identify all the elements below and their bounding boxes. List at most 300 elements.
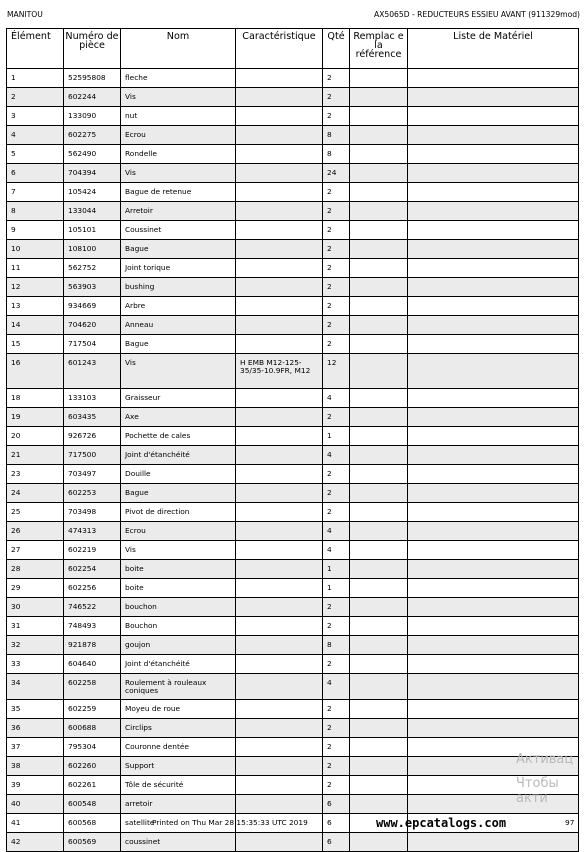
col-header-characteristic: Caractéristique <box>236 29 323 69</box>
part-number-cell: 703497 <box>64 465 121 484</box>
material-list-cell <box>408 221 579 240</box>
replacement-cell <box>350 757 408 776</box>
table-row <box>7 579 579 598</box>
qty-cell: 8 <box>323 126 350 145</box>
element-cell: 4 <box>7 126 64 145</box>
part-number-cell: 704620 <box>64 316 121 335</box>
part-number-cell: 795304 <box>64 738 121 757</box>
name-cell: Arbre <box>121 297 236 316</box>
element-cell: 21 <box>7 446 64 465</box>
col-header-element: Élément <box>7 29 64 69</box>
qty-cell: 6 <box>323 795 350 814</box>
name-cell: boite <box>121 579 236 598</box>
col-header-qty: Qté <box>323 29 350 69</box>
part-number-cell: 600688 <box>64 719 121 738</box>
qty-cell: 2 <box>323 617 350 636</box>
table-row <box>7 221 579 240</box>
material-list-cell <box>408 354 579 389</box>
qty-cell: 6 <box>323 814 350 833</box>
characteristic-cell <box>236 465 323 484</box>
characteristic-cell <box>236 164 323 183</box>
part-number-cell: 105101 <box>64 221 121 240</box>
replacement-cell <box>350 126 408 145</box>
name-cell: Ecrou <box>121 522 236 541</box>
material-list-cell <box>408 126 579 145</box>
replacement-cell <box>350 164 408 183</box>
characteristic-cell <box>236 297 323 316</box>
part-number-cell: 748493 <box>64 617 121 636</box>
table-row <box>7 107 579 126</box>
table-row <box>7 408 579 427</box>
qty-cell: 4 <box>323 674 350 700</box>
material-list-cell <box>408 107 579 126</box>
footer-site-url: www.epcatalogs.com <box>376 816 507 830</box>
qty-cell: 2 <box>323 738 350 757</box>
name-cell: goujon <box>121 636 236 655</box>
material-list-cell <box>408 465 579 484</box>
material-list-cell <box>408 503 579 522</box>
activation-watermark-line2: Чтобы акти <box>516 776 559 806</box>
element-cell: 33 <box>7 655 64 674</box>
replacement-cell <box>350 674 408 700</box>
qty-cell: 2 <box>323 408 350 427</box>
element-cell: 27 <box>7 541 64 560</box>
name-cell: Roulement à rouleaux coniques <box>121 674 236 700</box>
part-number-cell: 602256 <box>64 579 121 598</box>
replacement-cell <box>350 738 408 757</box>
name-cell: Vis <box>121 88 236 107</box>
col-header-part-number: Numéro de pièce <box>64 29 121 69</box>
part-number-cell: 703498 <box>64 503 121 522</box>
material-list-cell <box>408 427 579 446</box>
characteristic-cell <box>236 579 323 598</box>
table-row <box>7 389 579 408</box>
replacement-cell <box>350 484 408 503</box>
replacement-cell <box>350 427 408 446</box>
table-row <box>7 278 579 297</box>
characteristic-cell <box>236 389 323 408</box>
table-row <box>7 126 579 145</box>
element-cell: 26 <box>7 522 64 541</box>
characteristic-cell <box>236 560 323 579</box>
characteristic-cell <box>236 446 323 465</box>
material-list-cell <box>408 202 579 221</box>
table-row <box>7 69 579 88</box>
name-cell: nut <box>121 107 236 126</box>
name-cell: Circlips <box>121 719 236 738</box>
table-row <box>7 183 579 202</box>
characteristic-cell <box>236 221 323 240</box>
material-list-cell <box>408 700 579 719</box>
replacement-cell <box>350 145 408 164</box>
table-row <box>7 636 579 655</box>
part-number-cell: 133090 <box>64 107 121 126</box>
replacement-cell <box>350 389 408 408</box>
name-cell: Ecrou <box>121 126 236 145</box>
element-cell: 7 <box>7 183 64 202</box>
element-cell: 15 <box>7 335 64 354</box>
qty-cell: 2 <box>323 183 350 202</box>
characteristic-cell <box>236 107 323 126</box>
replacement-cell <box>350 69 408 88</box>
element-cell: 13 <box>7 297 64 316</box>
material-list-cell <box>408 408 579 427</box>
table-row <box>7 446 579 465</box>
part-number-cell: 717500 <box>64 446 121 465</box>
replacement-cell <box>350 408 408 427</box>
characteristic-cell <box>236 259 323 278</box>
element-cell: 35 <box>7 700 64 719</box>
replacement-cell <box>350 776 408 795</box>
replacement-cell <box>350 354 408 389</box>
material-list-cell <box>408 278 579 297</box>
name-cell: Bague <box>121 484 236 503</box>
replacement-cell <box>350 598 408 617</box>
element-cell: 24 <box>7 484 64 503</box>
characteristic-cell <box>236 335 323 354</box>
part-number-cell: 602275 <box>64 126 121 145</box>
name-cell: Coussinet <box>121 221 236 240</box>
material-list-cell <box>408 297 579 316</box>
element-cell: 42 <box>7 833 64 852</box>
characteristic-cell <box>236 795 323 814</box>
material-list-cell <box>408 598 579 617</box>
qty-cell: 2 <box>323 202 350 221</box>
characteristic-cell <box>236 240 323 259</box>
characteristic-cell <box>236 126 323 145</box>
replacement-cell <box>350 560 408 579</box>
characteristic-cell <box>236 145 323 164</box>
material-list-cell <box>408 833 579 852</box>
table-row <box>7 164 579 183</box>
qty-cell: 4 <box>323 446 350 465</box>
table-row <box>7 617 579 636</box>
replacement-cell <box>350 503 408 522</box>
qty-cell: 2 <box>323 484 350 503</box>
characteristic-cell <box>236 700 323 719</box>
name-cell: Douille <box>121 465 236 484</box>
element-cell: 30 <box>7 598 64 617</box>
table-row <box>7 202 579 221</box>
name-cell: satellite <box>121 814 236 833</box>
table-row <box>7 795 579 814</box>
table-row <box>7 674 579 700</box>
part-number-cell: 602259 <box>64 700 121 719</box>
element-cell: 2 <box>7 88 64 107</box>
col-header-name: Nom <box>121 29 236 69</box>
characteristic-cell <box>236 408 323 427</box>
name-cell: Bouchon <box>121 617 236 636</box>
characteristic-cell <box>236 316 323 335</box>
element-cell: 14 <box>7 316 64 335</box>
name-cell: bushing <box>121 278 236 297</box>
qty-cell: 2 <box>323 278 350 297</box>
table-row <box>7 738 579 757</box>
name-cell: Pivot de direction <box>121 503 236 522</box>
replacement-cell <box>350 522 408 541</box>
name-cell: Arretoir <box>121 202 236 221</box>
table-row <box>7 88 579 107</box>
qty-cell: 4 <box>323 389 350 408</box>
element-cell: 25 <box>7 503 64 522</box>
characteristic-cell <box>236 757 323 776</box>
table-row <box>7 465 579 484</box>
characteristic-cell <box>236 636 323 655</box>
name-cell: Tôle de sécurité <box>121 776 236 795</box>
brand-name: MANITOU <box>7 10 43 19</box>
element-cell: 16 <box>7 354 64 389</box>
qty-cell: 2 <box>323 757 350 776</box>
table-header-row <box>7 29 579 69</box>
characteristic-cell <box>236 674 323 700</box>
characteristic-cell <box>236 522 323 541</box>
name-cell: Vis <box>121 354 236 389</box>
replacement-cell <box>350 240 408 259</box>
qty-cell: 2 <box>323 259 350 278</box>
material-list-cell <box>408 240 579 259</box>
replacement-cell <box>350 107 408 126</box>
element-cell: 11 <box>7 259 64 278</box>
name-cell: Couronne dentée <box>121 738 236 757</box>
characteristic-cell <box>236 183 323 202</box>
replacement-cell <box>350 316 408 335</box>
element-cell: 20 <box>7 427 64 446</box>
part-number-cell: 601243 <box>64 354 121 389</box>
element-cell: 18 <box>7 389 64 408</box>
part-number-cell: 602260 <box>64 757 121 776</box>
part-number-cell: 562490 <box>64 145 121 164</box>
qty-cell: 2 <box>323 655 350 674</box>
part-number-cell: 562752 <box>64 259 121 278</box>
name-cell: bouchon <box>121 598 236 617</box>
table-row <box>7 316 579 335</box>
table-row <box>7 503 579 522</box>
element-cell: 6 <box>7 164 64 183</box>
table-row <box>7 427 579 446</box>
material-list-cell <box>408 164 579 183</box>
table-row <box>7 700 579 719</box>
element-cell: 36 <box>7 719 64 738</box>
name-cell: Graisseur <box>121 389 236 408</box>
col-header-replacement: Remplac e la référence <box>350 29 408 69</box>
table-row <box>7 598 579 617</box>
qty-cell: 1 <box>323 427 350 446</box>
table-row <box>7 833 579 852</box>
name-cell: Bague <box>121 240 236 259</box>
replacement-cell <box>350 719 408 738</box>
part-number-cell: 600548 <box>64 795 121 814</box>
characteristic-cell: H EMB M12-125-35/35-10.9FR, M12 <box>236 354 323 389</box>
part-number-cell: 600568 <box>64 814 121 833</box>
characteristic-cell <box>236 484 323 503</box>
name-cell: Axe <box>121 408 236 427</box>
replacement-cell <box>350 617 408 636</box>
name-cell: fleche <box>121 69 236 88</box>
parts-table <box>6 28 579 852</box>
element-cell: 32 <box>7 636 64 655</box>
element-cell: 5 <box>7 145 64 164</box>
qty-cell: 2 <box>323 700 350 719</box>
part-number-cell: 926726 <box>64 427 121 446</box>
name-cell: Joint torique <box>121 259 236 278</box>
replacement-cell <box>350 297 408 316</box>
page-header <box>7 9 580 21</box>
characteristic-cell <box>236 776 323 795</box>
table-row <box>7 354 579 389</box>
name-cell: Vis <box>121 164 236 183</box>
qty-cell: 6 <box>323 833 350 852</box>
characteristic-cell <box>236 833 323 852</box>
replacement-cell <box>350 700 408 719</box>
table-row <box>7 522 579 541</box>
part-number-cell: 600569 <box>64 833 121 852</box>
material-list-cell <box>408 636 579 655</box>
name-cell: Joint d'étanchéité <box>121 446 236 465</box>
material-list-cell <box>408 259 579 278</box>
characteristic-cell <box>236 719 323 738</box>
activation-watermark-line1: Активац <box>516 752 574 767</box>
replacement-cell <box>350 795 408 814</box>
replacement-cell <box>350 259 408 278</box>
col-header-material-list: Liste de Matériel <box>408 29 579 69</box>
replacement-cell <box>350 183 408 202</box>
material-list-cell <box>408 446 579 465</box>
element-cell: 41 <box>7 814 64 833</box>
material-list-cell <box>408 335 579 354</box>
part-number-cell: 603435 <box>64 408 121 427</box>
part-number-cell: 133044 <box>64 202 121 221</box>
element-cell: 28 <box>7 560 64 579</box>
qty-cell: 2 <box>323 316 350 335</box>
qty-cell: 2 <box>323 465 350 484</box>
characteristic-cell <box>236 202 323 221</box>
characteristic-cell <box>236 69 323 88</box>
qty-cell: 2 <box>323 503 350 522</box>
part-number-cell: 563903 <box>64 278 121 297</box>
part-number-cell: 108100 <box>64 240 121 259</box>
qty-cell: 2 <box>323 598 350 617</box>
qty-cell: 8 <box>323 636 350 655</box>
part-number-cell: 602258 <box>64 674 121 700</box>
material-list-cell <box>408 69 579 88</box>
table-row <box>7 776 579 795</box>
part-number-cell: 934669 <box>64 297 121 316</box>
name-cell: Joint d'étanchéité <box>121 655 236 674</box>
part-number-cell: 604640 <box>64 655 121 674</box>
element-cell: 34 <box>7 674 64 700</box>
element-cell: 29 <box>7 579 64 598</box>
table-row <box>7 145 579 164</box>
replacement-cell <box>350 446 408 465</box>
name-cell: Anneau <box>121 316 236 335</box>
page-number: 97 <box>565 818 575 827</box>
parts-table-body <box>7 69 579 852</box>
replacement-cell <box>350 202 408 221</box>
element-cell: 37 <box>7 738 64 757</box>
qty-cell: 2 <box>323 240 350 259</box>
characteristic-cell <box>236 598 323 617</box>
name-cell: Bague <box>121 335 236 354</box>
part-number-cell: 602261 <box>64 776 121 795</box>
element-cell: 31 <box>7 617 64 636</box>
name-cell: boite <box>121 560 236 579</box>
part-number-cell: 746522 <box>64 598 121 617</box>
material-list-cell <box>408 560 579 579</box>
part-number-cell: 52595808 <box>64 69 121 88</box>
name-cell: Pochette de cales <box>121 427 236 446</box>
qty-cell: 2 <box>323 719 350 738</box>
replacement-cell <box>350 636 408 655</box>
element-cell: 39 <box>7 776 64 795</box>
replacement-cell <box>350 278 408 297</box>
table-row <box>7 335 579 354</box>
material-list-cell <box>408 655 579 674</box>
table-row <box>7 719 579 738</box>
part-number-cell: 105424 <box>64 183 121 202</box>
material-list-cell <box>408 617 579 636</box>
part-number-cell: 602244 <box>64 88 121 107</box>
name-cell: Support <box>121 757 236 776</box>
qty-cell: 1 <box>323 579 350 598</box>
element-cell: 3 <box>7 107 64 126</box>
part-number-cell: 717504 <box>64 335 121 354</box>
part-number-cell: 602254 <box>64 560 121 579</box>
material-list-cell <box>408 674 579 700</box>
qty-cell: 8 <box>323 145 350 164</box>
qty-cell: 2 <box>323 297 350 316</box>
characteristic-cell <box>236 503 323 522</box>
replacement-cell <box>350 465 408 484</box>
table-row <box>7 240 579 259</box>
document-title: AX5065D - REDUCTEURS ESSIEU AVANT (911329mod) <box>374 10 580 19</box>
name-cell: Rondelle <box>121 145 236 164</box>
qty-cell: 2 <box>323 776 350 795</box>
material-list-cell <box>408 541 579 560</box>
element-cell: 8 <box>7 202 64 221</box>
element-cell: 12 <box>7 278 64 297</box>
element-cell: 38 <box>7 757 64 776</box>
table-row <box>7 541 579 560</box>
name-cell: arretoir <box>121 795 236 814</box>
qty-cell: 2 <box>323 69 350 88</box>
qty-cell: 2 <box>323 88 350 107</box>
element-cell: 1 <box>7 69 64 88</box>
replacement-cell <box>350 655 408 674</box>
material-list-cell <box>408 316 579 335</box>
material-list-cell <box>408 183 579 202</box>
characteristic-cell <box>236 541 323 560</box>
table-row <box>7 757 579 776</box>
name-cell: Vis <box>121 541 236 560</box>
qty-cell: 2 <box>323 107 350 126</box>
table-row <box>7 297 579 316</box>
part-number-cell: 133103 <box>64 389 121 408</box>
printed-timestamp: Printed on Thu Mar 28 15:35:33 UTC 2019 <box>152 818 308 827</box>
material-list-cell <box>408 484 579 503</box>
material-list-cell <box>408 522 579 541</box>
material-list-cell <box>408 389 579 408</box>
replacement-cell <box>350 541 408 560</box>
name-cell: coussinet <box>121 833 236 852</box>
replacement-cell <box>350 88 408 107</box>
qty-cell: 12 <box>323 354 350 389</box>
part-number-cell: 921878 <box>64 636 121 655</box>
characteristic-cell <box>236 617 323 636</box>
qty-cell: 24 <box>323 164 350 183</box>
characteristic-cell <box>236 88 323 107</box>
qty-cell: 2 <box>323 335 350 354</box>
replacement-cell <box>350 833 408 852</box>
